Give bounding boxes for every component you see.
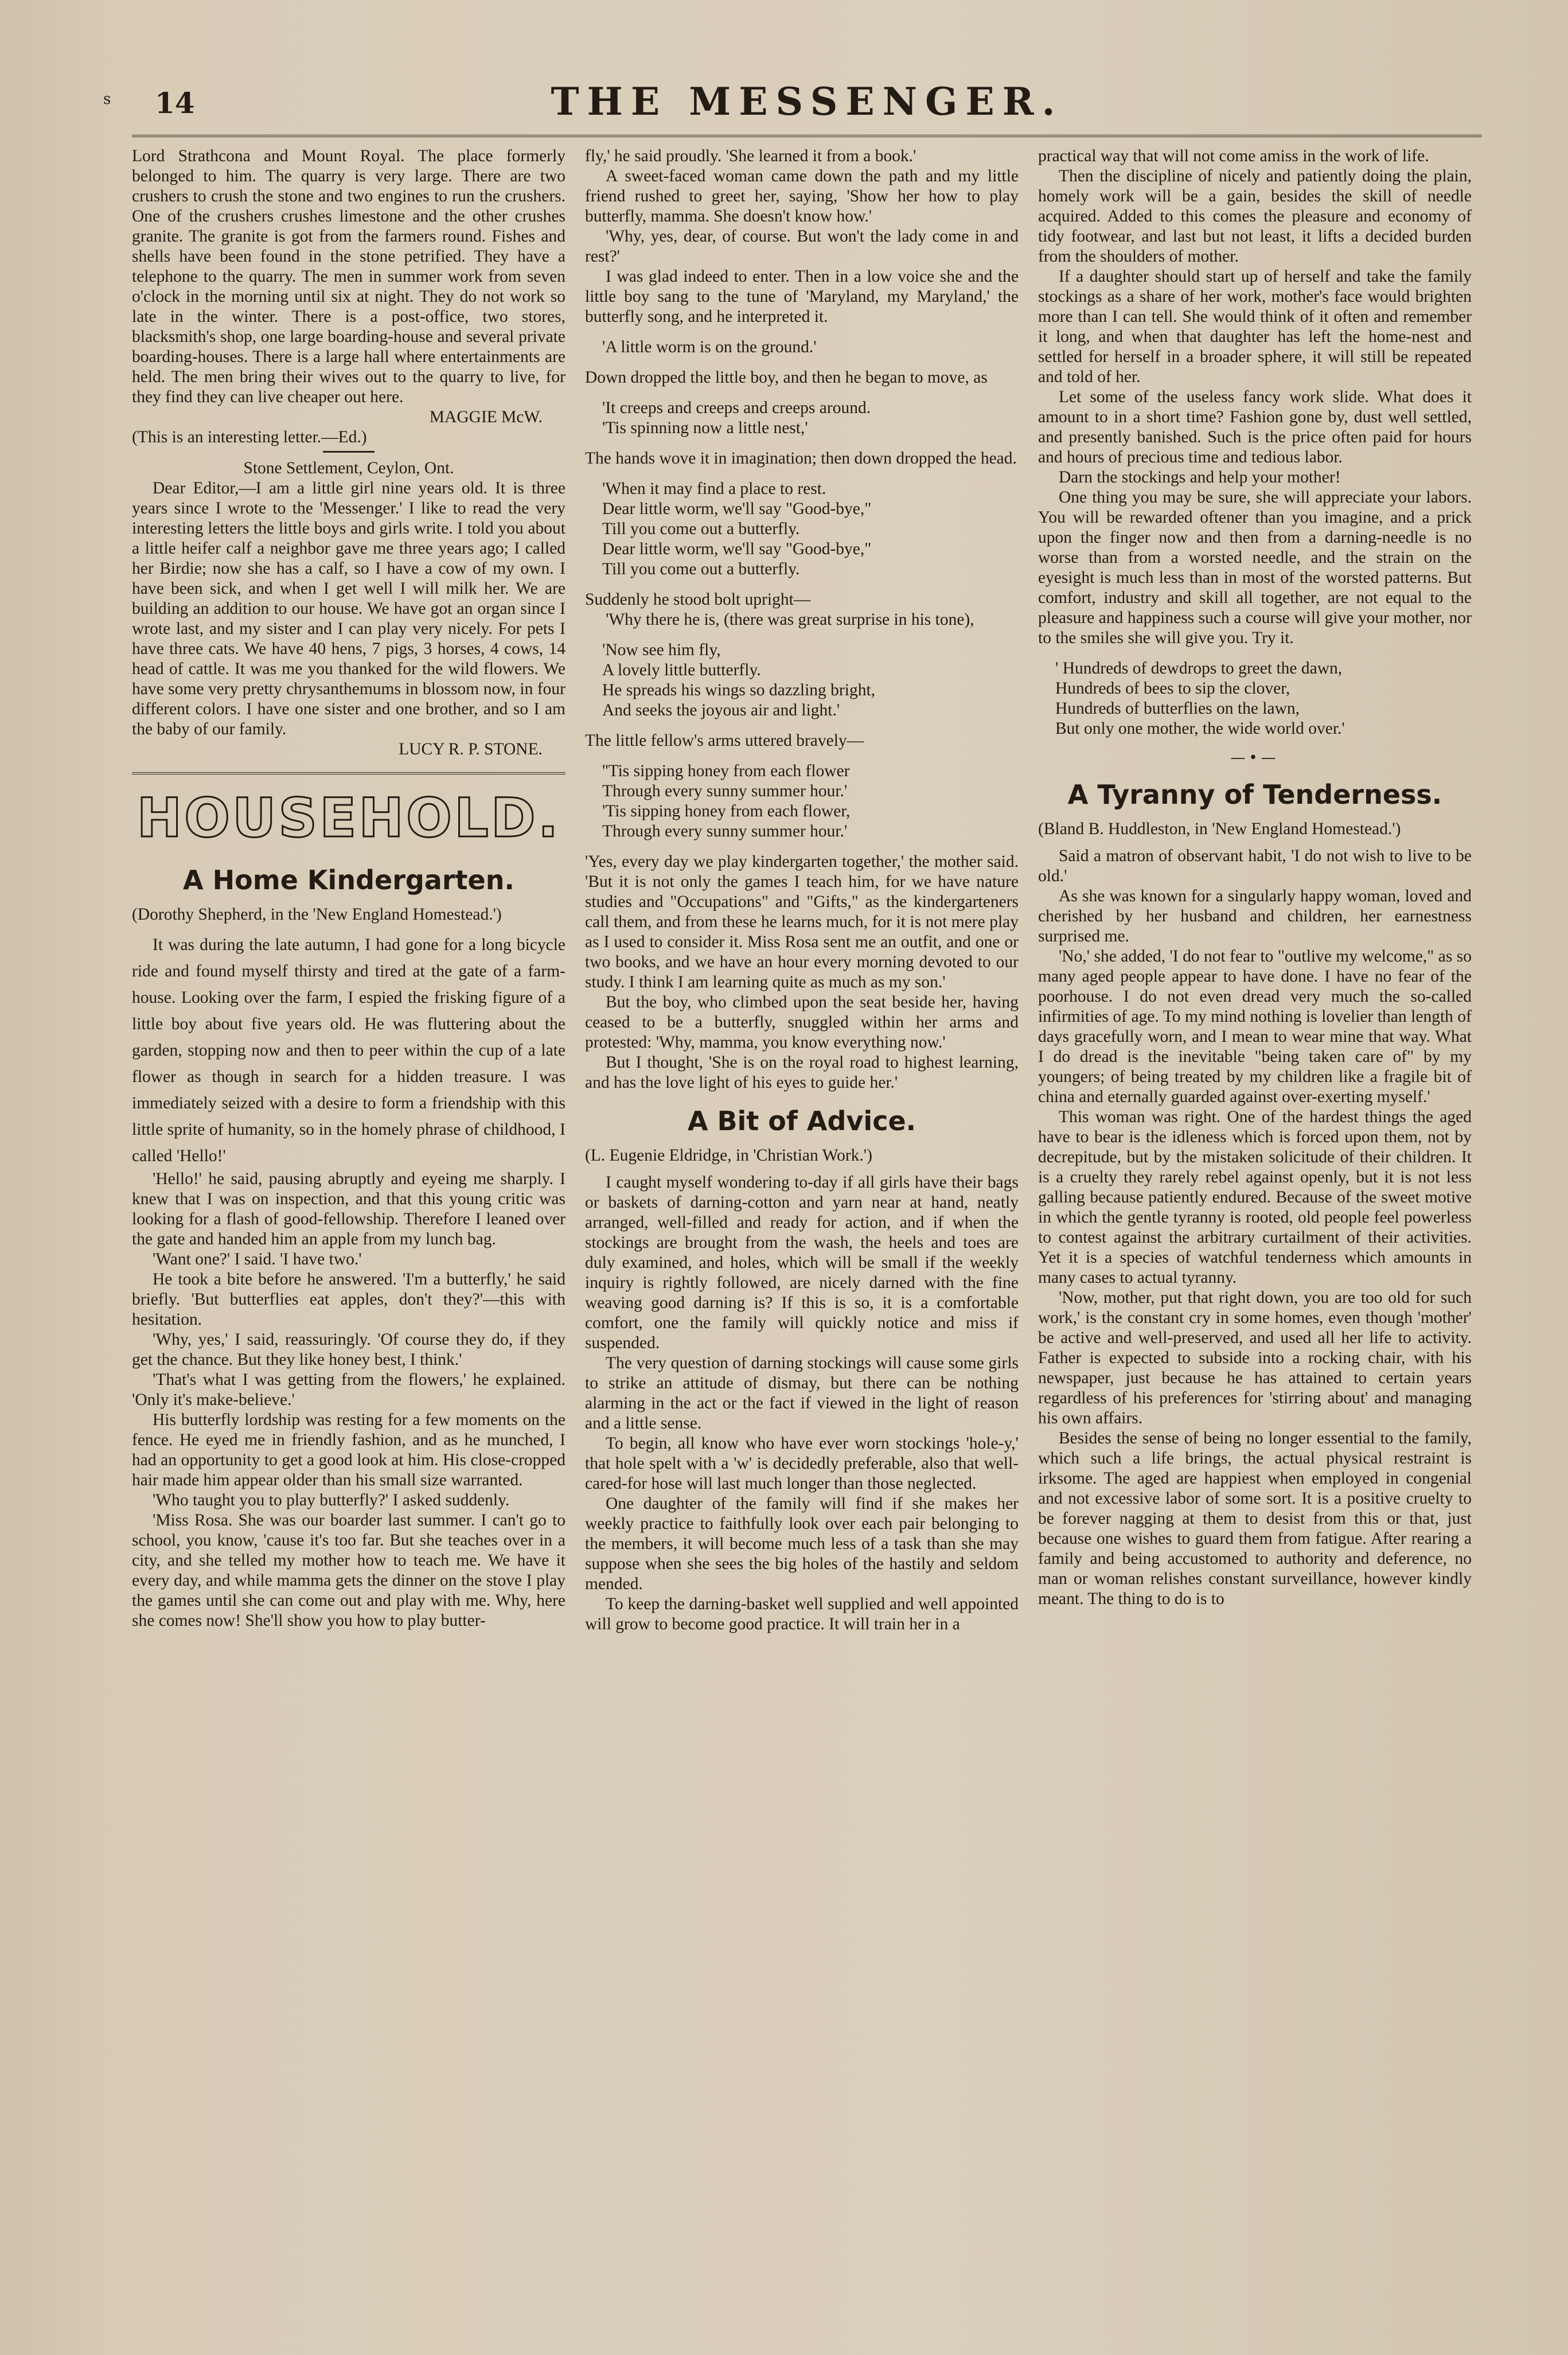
signature: LUCY R. P. STONE. bbox=[399, 740, 543, 758]
paragraph: 'Who taught you to play butterfly?' I asked suddenly. bbox=[153, 1491, 510, 1509]
article-byline: (L. Eugenie Eldridge, in 'Christian Work.') bbox=[585, 1146, 872, 1165]
paragraph: 'Why, yes,' I said, reassuringly. 'Of course they do, if they get the chance. But they like honey best, I think.' bbox=[132, 1330, 565, 1369]
article-body bbox=[132, 1169, 565, 1631]
song-verse bbox=[585, 640, 1019, 721]
divider bbox=[132, 772, 565, 774]
article-title: A Home Kindergarten. bbox=[183, 865, 514, 896]
article-title: A Bit of Advice. bbox=[687, 1106, 916, 1136]
paragraph: I was glad indeed to enter. Then in a low voice she and the little boy sang to the tune of 'Maryland, my Maryland,' the butterfly song, and he interpreted it. bbox=[585, 267, 1019, 326]
paragraph: Besides the sense of being no longer essential to the family, which such a life brings, the actual physical restraint is irksome. The aged are happiest when employed in congenial and not excessive labor of some sort. It is a positive cruelty to be forever nagging at them to desist from this or that, just because one wishes to guard them from fatigue. After rearing a family and being accustomed to authority and deference, no man or woman relishes constant surveillance, however kindly meant. The thing to do is to bbox=[1038, 1429, 1472, 1608]
paragraph: To keep the darning-basket well supplied and well appointed will grow to become good practice. It will train her in a bbox=[585, 1595, 1019, 1633]
letter-place: Stone Settlement, Ceylon, Ont. bbox=[243, 459, 454, 477]
margin-mark: s bbox=[103, 91, 111, 108]
verse-line: 'Now see him fly, bbox=[602, 641, 721, 659]
paragraph: 'That's what I was getting from the flowers,' he explained. 'Only it's make-believe.' bbox=[132, 1371, 565, 1409]
letter-2 bbox=[132, 458, 565, 760]
article-byline: (Dorothy Shepherd, in the 'New England Homestead.') bbox=[132, 905, 502, 924]
paragraph: Let some of the useless fancy work slide. What does it amount to in a short time? Fashion gone by, dust well settled, and presently banished. Such is the price often paid for hours and hours of precious time and tedious labor. bbox=[1038, 388, 1472, 466]
paragraph: But the boy, who climbed upon the seat beside her, having ceased to be a butterfly, snuggled within her arms and protested: 'Why, mamma, you know everything now.' bbox=[585, 993, 1019, 1052]
letter-1 bbox=[132, 146, 565, 447]
article-title: A Tyranny of Tenderness. bbox=[1067, 779, 1442, 810]
paragraph: Dear Editor,—I am a little girl nine years old. It is three years since I wrote to the 'Messenger.' I like to read the very interesting letters the little boys and girls write. I told you about a little heifer calf a neighbor gave me three years ago; I called her Birdie; now she has a calf, so I have a cow of my own. I have been sick, and when I get well I will milk her. We are building an addition to our house. We have got an organ since I wrote last, and my sister and I can play very nicely. For pets I have three cats. We have 40 hens, 7 pigs, 3 horses, 4 cows, 14 head of cattle. It was me you thanked for the wild flowers. We have some very pretty chrysanthemums in blossom now, in four different colors. I have one sister and one brother, and so I am the baby of our family. bbox=[132, 479, 565, 738]
masthead bbox=[103, 69, 1482, 137]
paragraph: Darn the stockings and help your mother! bbox=[1059, 468, 1341, 486]
paragraph: Suddenly he stood bolt upright— bbox=[585, 590, 811, 609]
editor-note: (This is an interesting letter.—Ed.) bbox=[132, 428, 367, 446]
page-number: 14 bbox=[155, 86, 195, 120]
verse-line: ''Tis sipping honey from each flower bbox=[602, 762, 850, 780]
verse-line: Till you come out a butterfly. bbox=[602, 520, 800, 538]
paragraph: Then the discipline of nicely and patiently doing the plain, homely work will be a gain, besides the skill of needle acquired. Added to this comes the pleasure and economy of tidy footwear, and last but not least, it lifts a decided burden from the shoulders of mother. bbox=[1038, 167, 1472, 266]
verse-line: Hundreds of butterflies on the lawn, bbox=[1055, 699, 1300, 718]
paragraph: One thing you may be sure, she will appreciate your labors. You will be rewarded oftener than you imagine, and a prick upon the finger now and then from a darning-needle is no worse than from a worsted needle, and the strain on the eyesight is much less than in most of the worsted patterns. But comfort, industry and skill all together, are not equal to the pleasure and happiness such a course will give your mother, nor to the smiles she will give you. Try it. bbox=[1038, 488, 1472, 647]
paragraph: This woman was right. One of the hardest things the aged have to bear is the idleness which is forced upon them, not by decrepitude, but by the mistaken solicitude of their children. It is a cruelty they rarely rebel against openly, but it is not less galling because patiently endured. Because of the sweet motive in which the gentle tyranny is rooted, old people feel powerless to contest against the arbitrary curtailment of their activities. Yet it is a species of watchful tenderness which amounts in many cases to actual tyranny. bbox=[1038, 1108, 1472, 1287]
paragraph: 'Want one?' I said. 'I have two.' bbox=[153, 1250, 362, 1268]
column-3 bbox=[1038, 146, 1472, 1634]
paragraph: Lord Strathcona and Mount Royal. The place formerly belonged to him. The quarry is very large. There are two crushers to crush the stone and two engines to run the crushers. One of the crushers crushes limestone and the other crushes granite. The granite is got from the farmers round. Fishes and shells have been found in the stone petrified. They have a telephone to the quarry. The men in summer work from seven o'clock in the morning until six at night. They do not work so late in the winter. There is a post-office, two stores, blacksmith's shop, one large boarding-house and several private boarding-houses. There is a large hall where entertainments are held. The men bring their wives out to the quarry to live, for they find they can live cheaper out here. bbox=[132, 147, 565, 406]
paragraph: 'Why there he is, (there was great surprise in his tone), bbox=[606, 610, 974, 629]
song-verse bbox=[585, 761, 1019, 842]
article-lead bbox=[132, 932, 565, 1169]
paragraph: fly,' he said proudly. 'She learned it from a book.' bbox=[585, 147, 916, 165]
paragraph: 'No,' she added, 'I do not fear to "outlive my welcome," as so many aged people appear to have done. I have no fear of the poorhouse. I do not even dread very much the so-called infirmities of age. To my mind nothing is lovelier than length of days gracefully worn, and I mean to wear mine that way. What I do dread is the inevitable "being taken care of" by my youngers; of being treated by my children like a fragile bit of china and eternally guarded against over-exerting myself.' bbox=[1038, 947, 1472, 1106]
poem-verse bbox=[1038, 659, 1472, 739]
verse-line: Through every sunny summer hour.' bbox=[602, 822, 848, 840]
verse-line: 'Tis sipping honey from each flower, bbox=[602, 802, 851, 820]
divider bbox=[323, 451, 375, 453]
verse-line: Dear little worm, we'll say "Good-bye," bbox=[602, 540, 872, 558]
paragraph: The hands wove it in imagination; then down dropped the head. bbox=[585, 449, 1017, 468]
paragraph: His butterfly lordship was resting for a few moments on the fence. He eyed me in friendly fashion, and as he munched, I had an opportunity to get a good look at him. His close-cropped hair made him appear older than his small size warranted. bbox=[132, 1411, 565, 1489]
column-1 bbox=[132, 146, 565, 1634]
paragraph: Said a matron of observant habit, 'I do not wish to live to be old.' bbox=[1038, 847, 1472, 885]
verse-line: 'When it may find a place to rest. bbox=[602, 480, 826, 498]
verse-line: 'A little worm is on the ground.' bbox=[602, 338, 817, 356]
song-verse bbox=[585, 337, 1019, 357]
article-byline: (Bland B. Huddleston, in 'New England Homestead.') bbox=[1038, 820, 1401, 838]
paragraph: Down dropped the little boy, and then he began to move, as bbox=[585, 368, 988, 387]
paragraph: If a daughter should start up of herself and take the family stockings as a share of her work, mother's face would brighten more than I can tell. She would think of it often and remember it long, and when that daughter has left the home-nest and settled for herself in a broader sphere, it will still be repeated and told of her. bbox=[1038, 267, 1472, 386]
paragraph: I caught myself wondering to-day if all girls have their bags or baskets of darning-cotton and yarn near at hand, neatly arranged, well-filled and ready for action, and if when the stockings are brought from the wash, the heels and toes are duly examined, and holes, which will be small if the weekly inquiry is rightly followed, are nicely darned with the fine weaving good darning is? If this is so, it is a comfortable comfort, one the family will quickly notice and miss if suspended. bbox=[585, 1173, 1019, 1352]
paragraph: A sweet-faced woman came down the path and my little friend rushed to greet her, saying, 'Show her how to play butterfly, mamma. She doesn't know how.' bbox=[585, 167, 1019, 225]
verse-line: He spreads his wings so dazzling bright, bbox=[602, 681, 876, 699]
verse-line: ' Hundreds of dewdrops to greet the dawn, bbox=[1055, 659, 1343, 678]
song-verse bbox=[585, 479, 1019, 579]
verse-line: A lovely little butterfly. bbox=[602, 661, 761, 679]
paragraph: 'Hello!' he said, pausing abruptly and eyeing me sharply. I knew that I was on inspection, and that this young critic was looking for a flash of good-fellowship. Therefore I leaned over the gate and handed him an apple from my lunch bag. bbox=[132, 1170, 565, 1248]
section-heading: HOUSEHOLD. bbox=[136, 787, 561, 850]
paragraph: 'Now, mother, put that right down, you are too old for such work,' is the constant cry in some homes, even though 'mother' be active and well-preserved, and used all her life to activity. Father is expected to subside into a rocking chair, with his newspaper, just because he has attained to certain years regardless of his preferences for 'stirring about' and managing his own affairs. bbox=[1038, 1289, 1472, 1427]
paragraph: practical way that will not come amiss in the work of life. bbox=[1038, 147, 1429, 165]
paragraph: But I thought, 'She is on the royal road to highest learning, and has the love light of his eyes to guide her.' bbox=[585, 1053, 1019, 1092]
song-verse bbox=[585, 398, 1019, 438]
paragraph: One daughter of the family will find if she makes her weekly practice to faithfully look over each pair belonging to the members, it will become much less of a task than she may suppose when she sees the big holes of the hastily and seldom mended. bbox=[585, 1494, 1019, 1593]
paragraph: 'Yes, every day we play kindergarten together,' the mother said. 'But it is not only the games I teach him, for we have nature studies and "Occupations" and "Gifts," as the kindergarteners call them, and from these he learns much, for it is not mere play as I used to consider it. Miss Rosa sent me an outfit, and one or two books, and we have an hour every morning devoted to our study. I think I am learning quite as much as my son.' bbox=[585, 853, 1019, 991]
columns bbox=[132, 137, 1482, 1634]
newspaper-title: THE MESSENGER. bbox=[551, 79, 1063, 124]
paragraph: As she was known for a singularly happy woman, loved and cherished by her husband and children, her earnestness surprised me. bbox=[1038, 887, 1472, 945]
paragraph: The little fellow's arms uttered bravely— bbox=[585, 731, 864, 750]
verse-line: 'Tis spinning now a little nest,' bbox=[602, 419, 808, 437]
paragraph: To begin, all know who have ever worn stockings 'hole-y,' that hole spelt with a 'w' is decidedly preferable, also that well-cared-for hose will last much longer than those neglected. bbox=[585, 1434, 1019, 1493]
verse-line: Hundreds of bees to sip the clover, bbox=[1055, 679, 1290, 698]
paragraph: 'Why, yes, dear, of course. But won't the lady come in and rest?' bbox=[585, 227, 1019, 266]
signature: MAGGIE McW. bbox=[429, 408, 543, 426]
verse-line: Dear little worm, we'll say "Good-bye," bbox=[602, 500, 872, 518]
paragraph: 'Miss Rosa. She was our boarder last summer. I can't go to school, you know, 'cause it's too far. But she teaches over in a city, and she telled my mother how to teach me. We have it every day, and while mamma gets the dinner on the stove I play the games until she can come out and play with me. Why, here she comes now! She'll show you how to play butter- bbox=[132, 1511, 565, 1630]
verse-line: Through every sunny summer hour.' bbox=[602, 782, 848, 800]
verse-line: And seeks the joyous air and light.' bbox=[602, 701, 840, 719]
verse-line: But only one mother, the wide world over.' bbox=[1055, 719, 1345, 738]
ornament-divider: —•— bbox=[1230, 749, 1280, 766]
paragraph: He took a bite before he answered. 'I'm a butterfly,' he said briefly. 'But butterflies eat apples, don't they?'—this with hesitation. bbox=[132, 1270, 565, 1329]
paragraph: The very question of darning stockings will cause some girls to strike an attitude of dismay, but there can be nothing alarming in the act or the fact if viewed in the light of reason and a little sense. bbox=[585, 1354, 1019, 1433]
paragraph: It was during the late autumn, I had gone for a long bicycle ride and found myself thirsty and tired at the gate of a farm-house. Looking over the farm, I espied the frisking figure of a little boy about five years old. He was fluttering about the garden, stopping now and then to peer within the cup of a late flower as though in search for a hidden treasure. I was immediately seized with a desire to form a friendship with this little sprite of humanity, so in the homely phrase of childhood, I called 'Hello!' bbox=[132, 936, 565, 1165]
verse-line: Till you come out a butterfly. bbox=[602, 560, 800, 578]
column-2 bbox=[585, 146, 1019, 1634]
verse-line: 'It creeps and creeps and creeps around. bbox=[602, 399, 871, 417]
